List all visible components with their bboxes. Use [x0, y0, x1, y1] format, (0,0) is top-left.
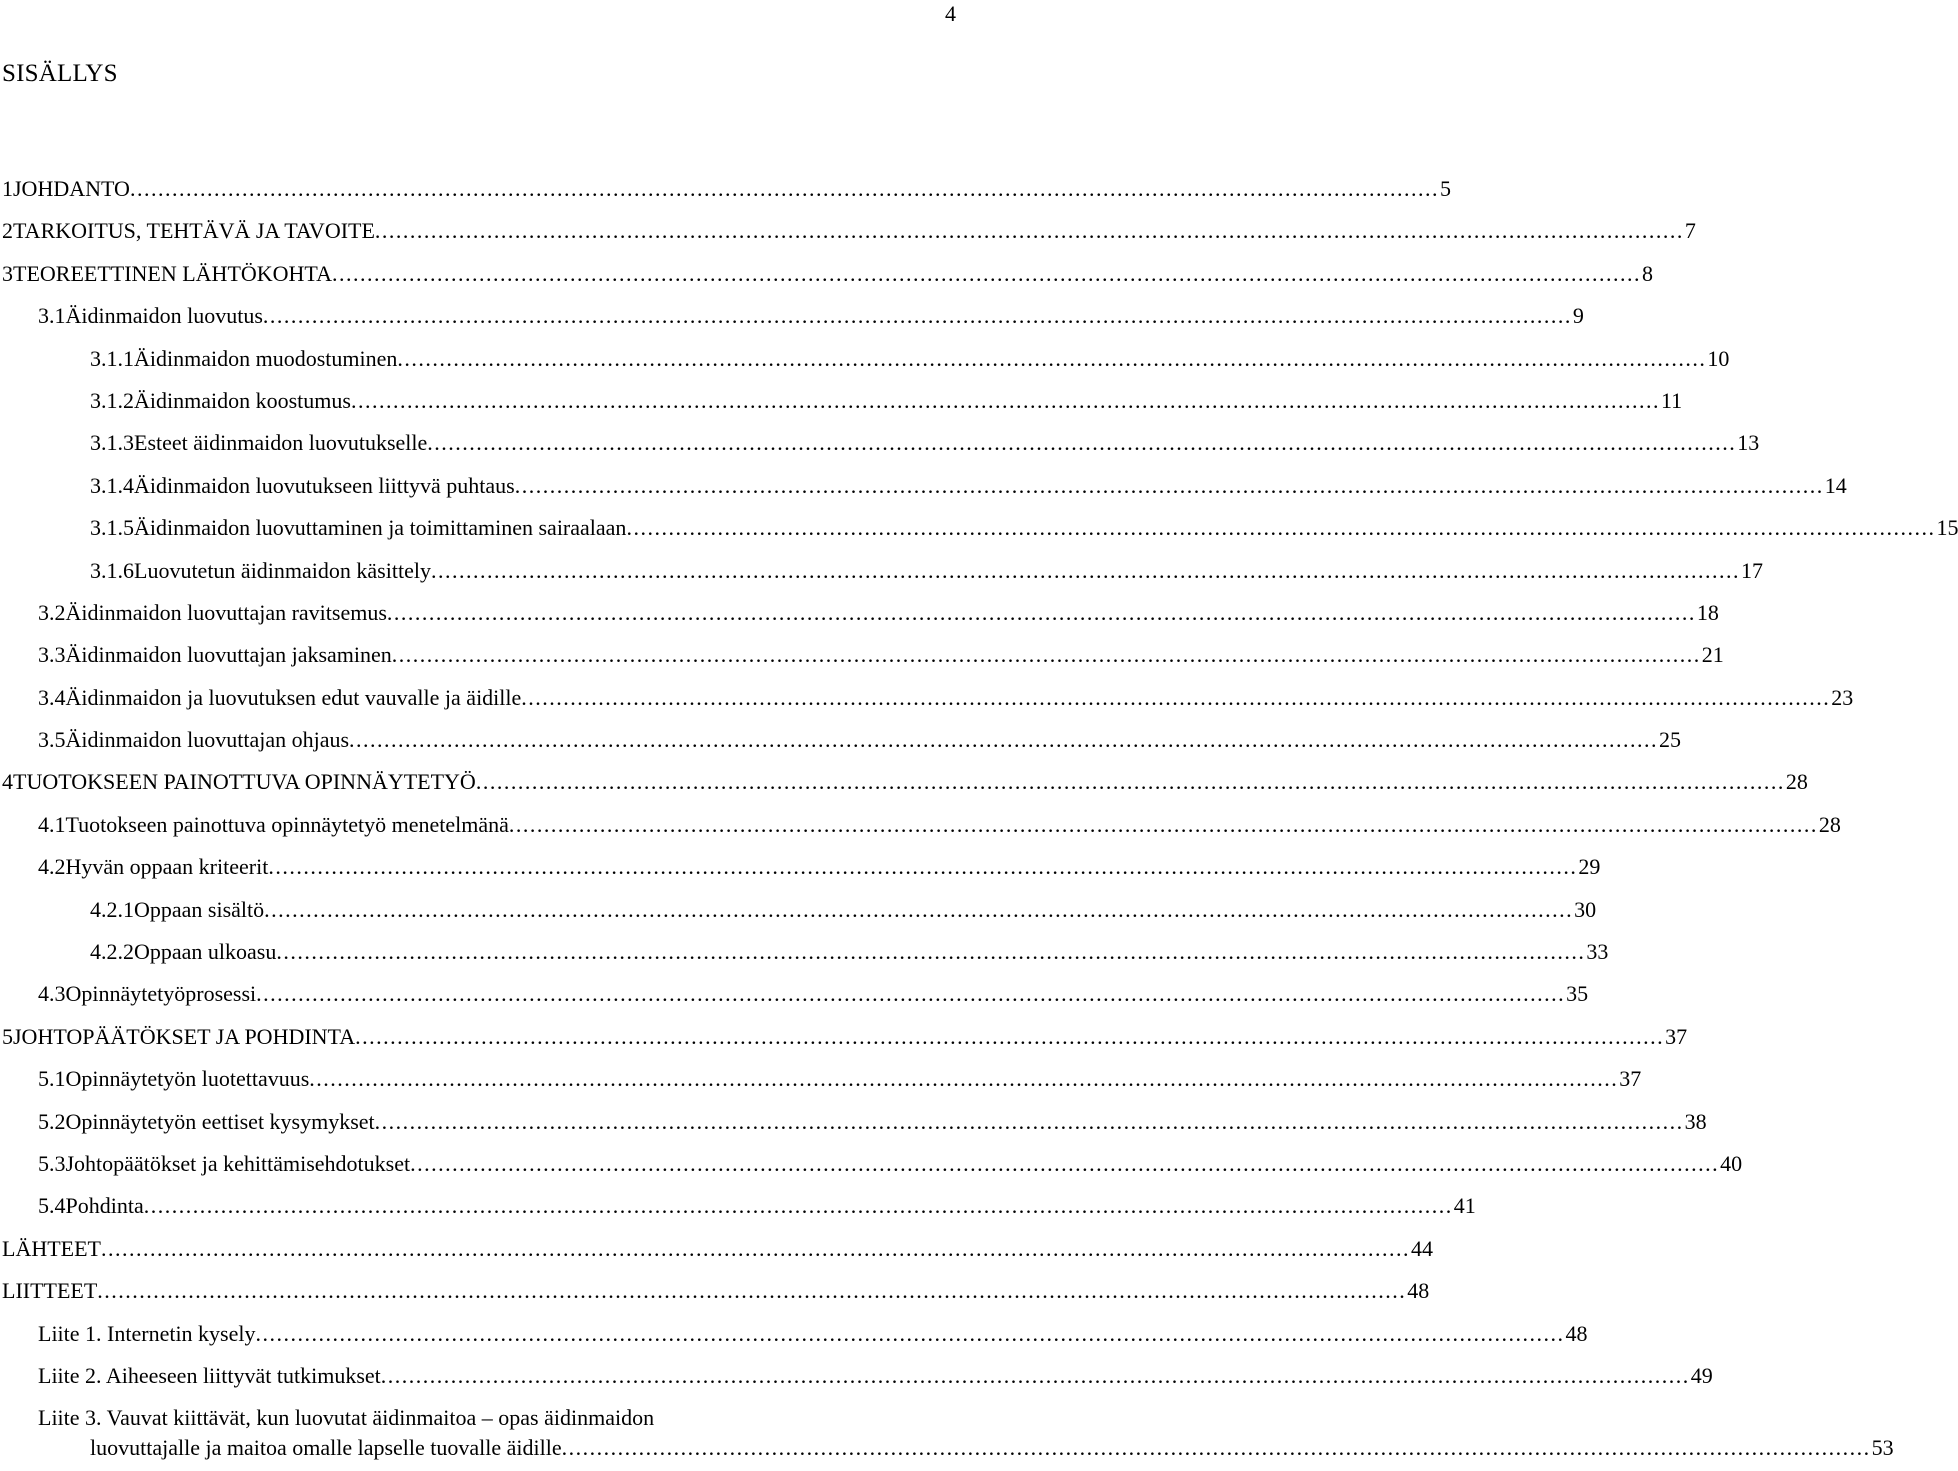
- toc-entry-number: 1: [2, 176, 13, 201]
- toc-entry-number: 3.1.6: [90, 557, 134, 583]
- toc-entry: [0, 592, 1719, 634]
- toc-entry: [0, 380, 1683, 422]
- toc-entry-label: Tuotokseen painottuva opinnäytetyö menetelmänä: [65, 811, 509, 837]
- toc-entry-label: Opinnäytetyön eettiset kysymykset: [65, 1108, 375, 1134]
- dot-leader: ...........................................................................................................................................................................................: [256, 981, 1566, 1007]
- dot-leader: ...........................................................................................................................................................................................: [561, 1435, 1871, 1461]
- dot-leader: ...........................................................................................................................................................................................: [349, 727, 1659, 753]
- toc-entry-page: 9: [1572, 303, 1584, 329]
- toc-entry: [0, 168, 1451, 210]
- toc-entry-label: Äidinmaidon luovuttaminen ja toimittaminen sairaalaan: [134, 515, 627, 541]
- toc-entry: [0, 1313, 1588, 1355]
- toc-entry-page: 28: [1818, 811, 1841, 837]
- dot-leader: ...........................................................................................................................................................................................: [255, 1320, 1565, 1346]
- dot-leader: ...........................................................................................................................................................................................: [521, 684, 1831, 710]
- toc-entry: [0, 1355, 1713, 1397]
- toc-entry-number: 3.5: [38, 727, 66, 753]
- toc-entry-label: Äidinmaidon luovuttajan ravitsemus: [65, 599, 387, 625]
- dot-leader: ...........................................................................................................................................................................................: [410, 1150, 1720, 1176]
- toc-entry: [0, 1270, 1430, 1312]
- toc-entry: [0, 1101, 1707, 1143]
- toc-entry-label-continued: luovuttajalle ja maitoa omalle lapselle tuovalle äidille: [90, 1435, 562, 1461]
- dot-leader: ...........................................................................................................................................................................................: [374, 218, 1684, 244]
- toc-entry-number: 3.3: [38, 642, 66, 668]
- toc-entry-page: 7: [1684, 218, 1696, 244]
- toc-entry: [0, 761, 1808, 803]
- toc-entry-label: Opinnäytetyöprosessi: [65, 981, 257, 1007]
- toc-entry-number: 3.1.1: [90, 345, 134, 371]
- toc-entry-page: 48: [1407, 1278, 1430, 1304]
- toc-entry: [0, 1397, 1894, 1471]
- toc-entry: [0, 719, 1682, 761]
- toc-entry-label: JOHTOPÄÄTÖKSET JA POHDINTA: [13, 1023, 356, 1049]
- toc-entry-label: Johtopäätökset ja kehittämisehdotukset: [65, 1150, 411, 1176]
- toc-entry: [0, 1228, 1433, 1270]
- toc-entry-label: Esteet äidinmaidon luovutukselle: [134, 430, 428, 456]
- dot-leader: ...........................................................................................................................................................................................: [332, 260, 1641, 286]
- toc-entry-number: 5.4: [38, 1193, 66, 1219]
- toc-entry-number: 3.1.4: [90, 472, 134, 498]
- toc-entry: [0, 1185, 1476, 1227]
- toc-entry-number: 4.2.1: [90, 896, 134, 922]
- toc-entry-page: 35: [1566, 981, 1589, 1007]
- toc-entry-number: 3.1.5: [90, 515, 134, 541]
- toc-entry: [0, 550, 1763, 592]
- dot-leader: ...........................................................................................................................................................................................: [430, 557, 1740, 583]
- toc-entry: [0, 1143, 1743, 1185]
- toc-entry-page: 38: [1684, 1108, 1707, 1134]
- toc-entry-label: Oppaan sisältö: [134, 896, 265, 922]
- toc-entry-page: 44: [1410, 1235, 1433, 1261]
- dot-leader: ...........................................................................................................................................................................................: [508, 811, 1818, 837]
- dot-leader: ...........................................................................................................................................................................................: [309, 1066, 1619, 1092]
- toc-entry-label: Äidinmaidon luovutus: [65, 303, 263, 329]
- toc-entry-number: 5.3: [38, 1150, 66, 1176]
- toc-entry-page: 28: [1785, 769, 1808, 795]
- toc-entry-label: LIITTEET: [2, 1278, 98, 1304]
- toc-entry: [0, 210, 1696, 252]
- toc-entry-label: JOHDANTO: [13, 176, 130, 201]
- dot-leader: ...........................................................................................................................................................................................: [374, 1108, 1684, 1134]
- toc-entry-page: 49: [1690, 1362, 1713, 1388]
- dot-leader: ...........................................................................................................................................................................................: [626, 515, 1936, 541]
- toc-entry: [0, 507, 1958, 549]
- dot-leader: ...........................................................................................................................................................................................: [350, 387, 1660, 413]
- toc-entry-number: 4.1: [38, 811, 66, 837]
- toc-entry: [0, 804, 1841, 846]
- toc-entry-page: 23: [1831, 684, 1854, 710]
- toc-entry-label: Luovutetun äidinmaidon käsittely: [134, 557, 431, 583]
- toc-entry-label: LÄHTEET: [2, 1235, 101, 1261]
- toc-entry-label: Liite 1. Internetin kysely: [38, 1320, 256, 1346]
- dot-leader: ...........................................................................................................................................................................................: [386, 599, 1696, 625]
- toc-entry: [0, 422, 1760, 464]
- toc-entry-number: 4.2: [38, 854, 66, 880]
- toc-entry-page: 53: [1871, 1435, 1894, 1461]
- toc-entry-number: 2: [2, 218, 13, 244]
- toc-entry-label: Liite 3. Vauvat kiittävät, kun luovutat äidinmaitoa – opas äidinmaidon: [38, 1405, 655, 1431]
- toc-entry-page: 37: [1619, 1066, 1642, 1092]
- dot-leader: ...........................................................................................................................................................................................: [129, 176, 1439, 201]
- table-of-contents: [0, 168, 1958, 1471]
- toc-entry-label: Äidinmaidon luovuttajan jaksaminen: [65, 642, 392, 668]
- dot-leader: ...........................................................................................................................................................................................: [264, 896, 1574, 922]
- toc-entry-page: 18: [1696, 599, 1719, 625]
- dot-leader: ...........................................................................................................................................................................................: [397, 345, 1707, 371]
- toc-entry-page: 14: [1824, 472, 1847, 498]
- dot-leader: ...........................................................................................................................................................................................: [97, 1278, 1407, 1304]
- toc-entry-page: 33: [1586, 939, 1609, 965]
- toc-entry-number: 4.2.2: [90, 939, 134, 965]
- toc-entry-number: 5.1: [38, 1066, 66, 1092]
- toc-entry: [0, 338, 1730, 380]
- toc-entry-number: 3.2: [38, 599, 66, 625]
- toc-entry-page: 21: [1701, 642, 1724, 668]
- toc-entry-label: Äidinmaidon muodostuminen: [134, 345, 398, 371]
- toc-entry-label: Äidinmaidon koostumus: [134, 387, 351, 413]
- dot-leader: ...........................................................................................................................................................................................: [355, 1023, 1665, 1049]
- dot-leader: ...........................................................................................................................................................................................: [100, 1235, 1410, 1261]
- page-number: 4: [945, 1, 956, 26]
- dot-leader: ...........................................................................................................................................................................................: [276, 939, 1586, 965]
- toc-entry-page: 5: [1439, 176, 1451, 201]
- toc-entry-label: Äidinmaidon luovutukseen liittyvä puhtaus: [134, 472, 515, 498]
- toc-entry: [0, 889, 1597, 931]
- toc-entry-page: 40: [1720, 1150, 1743, 1176]
- toc-entry-number: 4.3: [38, 981, 66, 1007]
- toc-entry-label: Äidinmaidon ja luovutuksen edut vauvalle ja äidille: [65, 684, 522, 710]
- dot-leader: ...........................................................................................................................................................................................: [143, 1193, 1453, 1219]
- toc-entry-page: 15: [1936, 515, 1958, 541]
- toc-entry: [0, 634, 1724, 676]
- toc-entry-page: 29: [1578, 854, 1601, 880]
- toc-entry-page: 13: [1737, 430, 1760, 456]
- toc-entry-page: 25: [1659, 727, 1682, 753]
- toc-entry-number: 3: [2, 260, 13, 286]
- toc-entry-label: TARKOITUS, TEHTÄVÄ JA TAVOITE: [13, 218, 375, 244]
- toc-entry-page: 37: [1665, 1023, 1688, 1049]
- toc-entry-page: 11: [1660, 387, 1683, 413]
- toc-entry-page: 30: [1574, 896, 1597, 922]
- dot-leader: ...........................................................................................................................................................................................: [391, 642, 1701, 668]
- toc-entry-number: 3.1: [38, 303, 66, 329]
- dot-leader: ...........................................................................................................................................................................................: [427, 430, 1737, 456]
- toc-entry-label: Oppaan ulkoasu: [134, 939, 277, 965]
- toc-entry: [0, 931, 1609, 973]
- toc-entry-page: 17: [1740, 557, 1763, 583]
- toc-entry: [0, 1058, 1642, 1100]
- toc-entry-label: Opinnäytetyön luotettavuus: [65, 1066, 310, 1092]
- toc-entry: [0, 253, 1653, 295]
- toc-entry-label: Pohdinta: [65, 1193, 144, 1219]
- toc-entry: [0, 465, 1847, 507]
- toc-entry-label: Hyvän oppaan kriteerit: [65, 854, 269, 880]
- dot-leader: ...........................................................................................................................................................................................: [380, 1362, 1690, 1388]
- toc-entry: [0, 295, 1584, 337]
- toc-entry-number: 3.4: [38, 684, 66, 710]
- toc-entry-label: Äidinmaidon luovuttajan ohjaus: [65, 727, 350, 753]
- toc-entry: [0, 1016, 1688, 1058]
- toc-entry-number: 4: [2, 769, 13, 795]
- toc-entry: [0, 973, 1589, 1015]
- toc-entry-number: 3.1.2: [90, 387, 134, 413]
- dot-leader: ...........................................................................................................................................................................................: [475, 769, 1785, 795]
- toc-entry-number: 5: [2, 1023, 13, 1049]
- toc-entry: [0, 677, 1854, 719]
- toc-entry-number: 3.1.3: [90, 430, 134, 456]
- toc-entry-label: TUOTOKSEEN PAINOTTUVA OPINNÄYTETYÖ: [13, 769, 476, 795]
- page-title: SISÄLLYS: [2, 60, 118, 87]
- toc-entry-label: Liite 2. Aiheeseen liittyvät tutkimukset: [38, 1362, 381, 1388]
- toc-entry: [0, 846, 1601, 888]
- dot-leader: ...........................................................................................................................................................................................: [514, 472, 1824, 498]
- toc-entry-page: 48: [1565, 1320, 1588, 1346]
- toc-entry-page: 10: [1707, 345, 1730, 371]
- toc-entry-label: TEOREETTINEN LÄHTÖKOHTA: [13, 260, 332, 286]
- dot-leader: ...........................................................................................................................................................................................: [262, 303, 1572, 329]
- toc-entry-page: 8: [1642, 260, 1653, 286]
- dot-leader: ...........................................................................................................................................................................................: [268, 854, 1578, 880]
- toc-entry-page: 41: [1453, 1193, 1476, 1219]
- toc-entry-number: 5.2: [38, 1108, 66, 1134]
